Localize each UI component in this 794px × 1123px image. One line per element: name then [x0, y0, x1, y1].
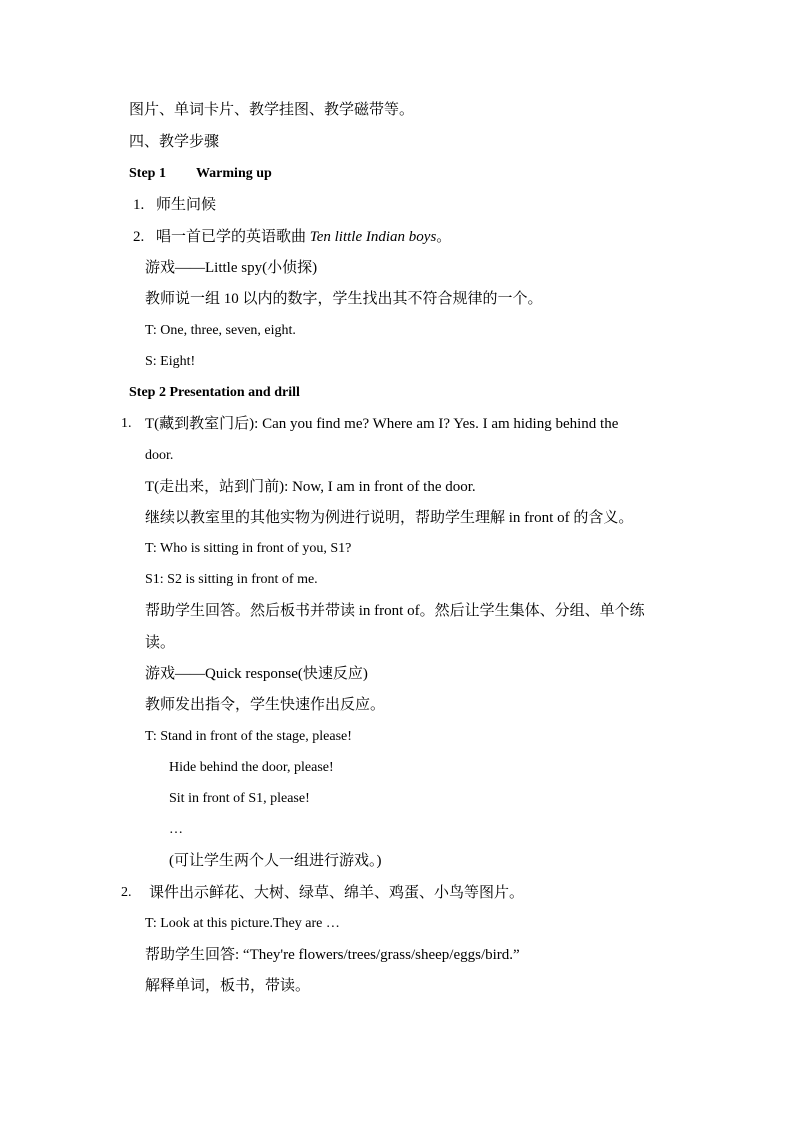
step2-item-2-line1: 课件出示鲜花、大树、绿草、绵羊、鸡蛋、小鸟等图片。: [149, 885, 525, 901]
list-number: 2.: [133, 229, 145, 245]
step2-item-2-line3: 帮助学生回答: “They're flowers/trees/grass/sheep/eggs/bird.”: [145, 947, 520, 963]
step2-item-1-number: 1.: [121, 416, 132, 431]
step2-heading: Step 2 Presentation and drill: [129, 385, 300, 400]
step2-item-1-line1: T(藏到教室门后): Can you find me? Where am I? Yes. I am hiding behind the: [145, 416, 619, 432]
list-item-text: 师生问候: [156, 197, 217, 213]
step2-item-1-line4: T: Who is sitting in front of you, S1?: [145, 541, 352, 556]
step2-command-2: Hide behind the door, please!: [169, 760, 334, 775]
step2-item-2-line2: T: Look at this picture.They are …: [145, 916, 340, 931]
step2-game-note: (可让学生两个人一组进行游戏。): [169, 853, 382, 869]
step2-command-1: T: Stand in front of the stage, please!: [145, 729, 352, 744]
step2-item-1-line3: 继续以教室里的其他实物为例进行说明，帮助学生理解 in front of 的含义。: [145, 510, 634, 526]
step2-item-1-line6-cont: 读。: [145, 635, 176, 651]
step1-teacher-line: T: One, three, seven, eight.: [145, 323, 296, 338]
song-title: Ten little Indian boys: [309, 229, 437, 245]
materials-line: 图片、单词卡片、教学挂图、教学磁带等。: [129, 102, 415, 118]
step2-game-desc: 教师发出指令，学生快速作出反应。: [145, 697, 386, 713]
step1-game-title: 游戏——Little spy(小侦探): [145, 260, 318, 276]
step1-label: Step 1: [129, 166, 166, 181]
step1-item-2: [133, 227, 451, 247]
step2-item-2-number: 2.: [121, 885, 132, 900]
step2-item-1-line2: T(走出来，站到门前): Now, I am in front of the door.: [145, 479, 476, 495]
step2-item-1-line6: 帮助学生回答。然后板书并带读 in front of。然后让学生集体、分组、单个练: [145, 603, 645, 619]
step2-command-3: Sit in front of S1, please!: [169, 791, 310, 806]
step1-heading: [129, 164, 272, 184]
step2-item-1-line1-cont: door.: [145, 448, 174, 463]
step2-ellipsis: …: [169, 822, 183, 837]
step2-item-1-line5: S1: S2 is sitting in front of me.: [145, 572, 318, 587]
step2-game-title: 游戏——Quick response(快速反应): [145, 666, 368, 682]
list-item-text: 唱一首已学的英语歌曲: [156, 229, 310, 245]
step2-item-2-line4: 解释单词，板书，带读。: [145, 978, 311, 994]
list-number: 1.: [133, 197, 145, 213]
step1-game-desc: 教师说一组 10 以内的数字，学生找出其不符合规律的一个。: [145, 291, 543, 307]
step1-student-line: S: Eight!: [145, 354, 196, 369]
section-four-title: 四、教学步骤: [129, 134, 220, 150]
step1-title: Warming up: [195, 166, 272, 181]
step1-item-1: [133, 195, 216, 215]
list-item-text-end: 。: [436, 229, 452, 245]
